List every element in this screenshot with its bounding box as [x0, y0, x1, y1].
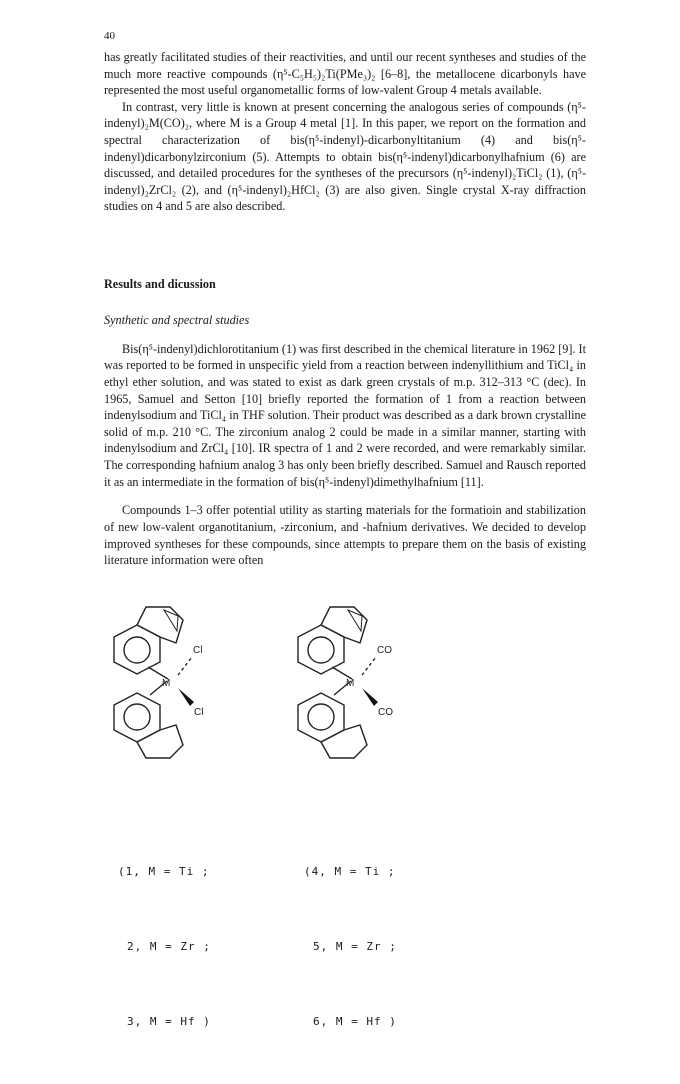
compound-legend-right — [304, 809, 397, 1084]
metal-label: M — [162, 678, 171, 689]
paragraph: Bis(η⁵-indenyl)dichlorotitanium (1) was first described in the chemical literature in 1962 [9]. It was reported to be formed in unspecific yield from a reaction between indenyllithium and TiCl₄ in ethyl ether solution, and was stated to exist as dark green crystals of m.p. 312–313 °C (dec). In 1965, Samuel and Setton [10] briefly reported the formation of 1 from a reaction between indenylsodium and TiCl₄ in THF solution. Their product was described as a dark brown crystalline solid of m.p. 210 °C. The zirconium analog 2 could be made in a similar manner, starting with indenylsodium and ZrCl₄ [10]. IR spectra of 1 and 2 were recorded, and were remarkably similar. The corresponding hafnium analog 3 has only been briefly described. Samuel and Rausch reported it as an intermediate in the formation of bis(η⁵-indenyl)dimethylhafnium [11]. — [104, 341, 586, 489]
compound-legend-line: 6, M = Hf ) — [313, 1015, 397, 1028]
ligand-label: Cl — [194, 707, 204, 718]
ligand-label: CO — [378, 707, 393, 718]
indenyl-ring-upper-right — [298, 607, 367, 674]
subsection-heading: Synthetic and spectral studies — [104, 313, 250, 327]
results-text — [104, 312, 586, 581]
indenyl-ring-lower-right — [298, 693, 367, 758]
indenyl-ring-upper-left — [114, 607, 183, 674]
compound-legend-line: 3, M = Hf ) — [127, 1015, 211, 1028]
paragraph: Compounds 1–3 offer potential utility as starting materials for the formatioin and stabilization of new low-valent organotitanium, -zirconium, and -hafnium derivatives. We decided to develop improved syntheses for these compounds, since attempts to prepare them on the basis of existing literature information were often — [104, 503, 586, 568]
metal-label: M — [346, 678, 355, 689]
indenyl-ring-lower-left — [114, 693, 183, 758]
compound-legend-left — [118, 809, 211, 1084]
section-heading: Results and dicussion — [104, 277, 216, 291]
compound-legend-line: 5, M = Zr ; — [313, 940, 397, 953]
intro-text — [104, 49, 586, 215]
chemical-structures-figure — [0, 585, 680, 1028]
compound-legend-line: 2, M = Zr ; — [127, 940, 211, 953]
paragraph: has greatly facilitated studies of their reactivities, and until our recent syntheses and studies of the much more reactive compounds (η⁵-C₅H₅)₂Ti(PMe₃)₂ [6–8], the metallocene dicarbonyls have represented the most useful organometallic forms of low-valent Group 4 metals available. — [104, 50, 586, 98]
paragraph: In contrast, very little is known at present concerning the analogous series of compounds (η⁵-indenyl)₂M(CO)₂, where M is a Group 4 metal [1]. In this paper, we report on the formation and spectral characterization of bis(η⁵-indenyl)-dicarbonyltitanium (4) and bis(η⁵-indenyl)dicarbonylzirconium (5). Attempts to obtain bis(η⁵-indenyl)dicarbonylhafnium (6) are discussed, and detailed procedures for the syntheses of the precursors (η⁵-indenyl)₂TiCl₂ (1), (η⁵-indenyl)₂ZrCl₂ (2), and (η⁵-indenyl)₂HfCl₂ (3) are also given. Single crystal X-ray diffraction studies on 4 and 5 are also described. — [104, 99, 586, 214]
ligand-label: Cl — [193, 645, 203, 656]
compound-legend-line: (4, M = Ti ; — [304, 865, 396, 878]
ligand-label: CO — [377, 645, 392, 656]
page-number: 40 — [104, 30, 115, 42]
compound-legend-line: (1, M = Ti ; — [118, 865, 210, 878]
